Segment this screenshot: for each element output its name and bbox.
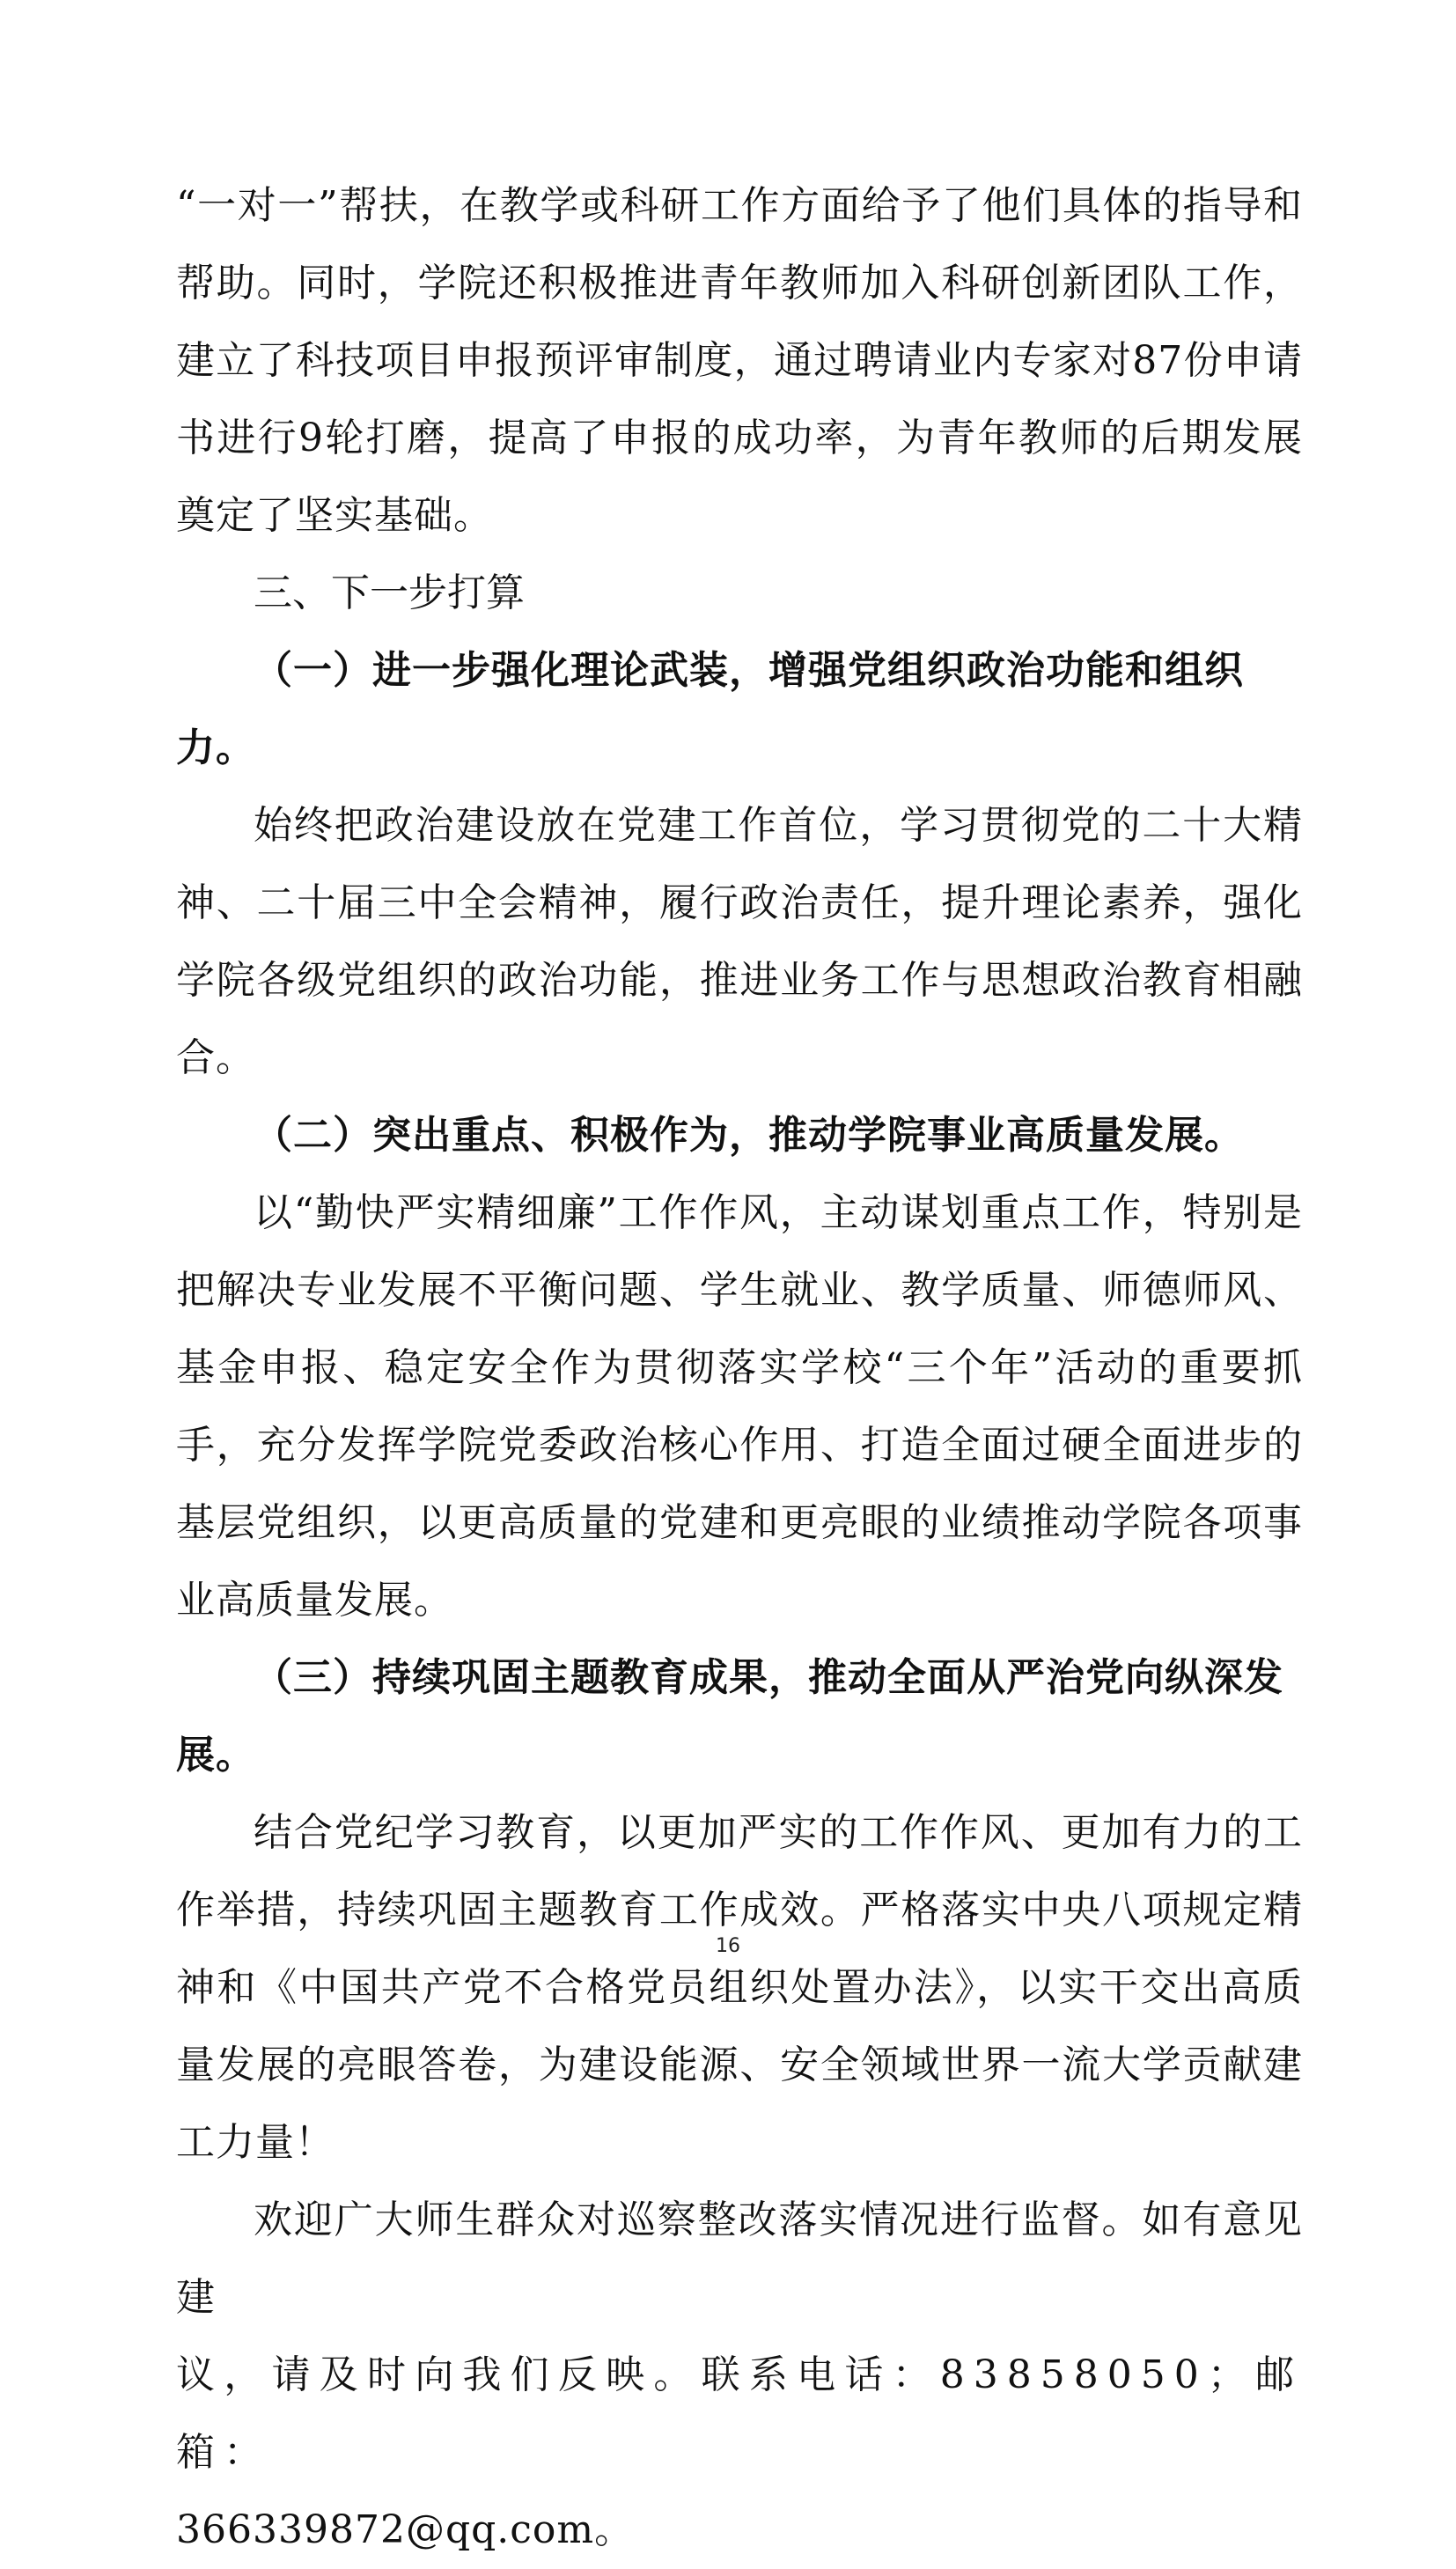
subheading-discipline: （三）持续巩固主题教育成果，推动全面从严治党向纵深发展。	[176, 1655, 1283, 1778]
paragraph-theory: 始终把政治建设放在党建工作首位，学习贯彻党的二十大精神、二十届三中全会精神，履行政治责任，提升理论素养，强化学院各级党组织的政治功能，推进业务工作与思想政治教育相融合。	[176, 803, 1303, 1080]
paragraph-development: 以“勤快严实精细廉”工作作风，主动谋划重点工作，特别是把解决专业发展不平衡问题、学生就业、教学质量、师德师风、基金申报、稳定安全作为贯彻落实学校“三个年”活动的重要抓手，充分发挥学院党委政治核心作用、打造全面过硬全面进步的基层党组织，以更高质量的党建和更亮眼的业绩推动学院各项事业高质量发展。	[176, 1190, 1303, 1623]
page-content	[176, 167, 1303, 2569]
subheading-development: （二）突出重点、积极作为，推动学院事业高质量发展。	[254, 1113, 1244, 1158]
subheading-theory: （一）进一步强化理论武装，增强党组织政治功能和组织力。	[176, 648, 1244, 770]
section-heading-next-steps: 三、下一步打算	[254, 570, 525, 615]
closing-email: 366339872@qq.com。	[176, 2507, 635, 2552]
page-number: 16	[716, 1935, 740, 1957]
paragraph-discipline: 结合党纪学习教育，以更加严实的工作作风、更加有力的工作举措，持续巩固主题教育工作成效。严格落实中央八项规定精神和《中国共产党不合格党员组织处置办法》，以实干交出高质量发展的亮眼答卷，为建设能源、安全领域世界一流大学贡献建工力量！	[176, 1810, 1303, 2165]
closing-line-1: 欢迎广大师生群众对巡察整改落实情况进行监督。如有意见建	[176, 2197, 1303, 2320]
paragraph-mentoring: “一对一”帮扶，在教学或科研工作方面给予了他们具体的指导和帮助。同时，学院还积极推进青年教师加入科研创新团队工作，建立了科技项目申报预评审制度，通过聘请业内专家对87份申请书进行9轮打磨，提高了申报的成功率，为青年教师的后期发展奠定了坚实基础。	[176, 183, 1303, 538]
closing-line-2: 议，请及时向我们反映。联系电话：83858050；邮箱：	[176, 2352, 1303, 2475]
